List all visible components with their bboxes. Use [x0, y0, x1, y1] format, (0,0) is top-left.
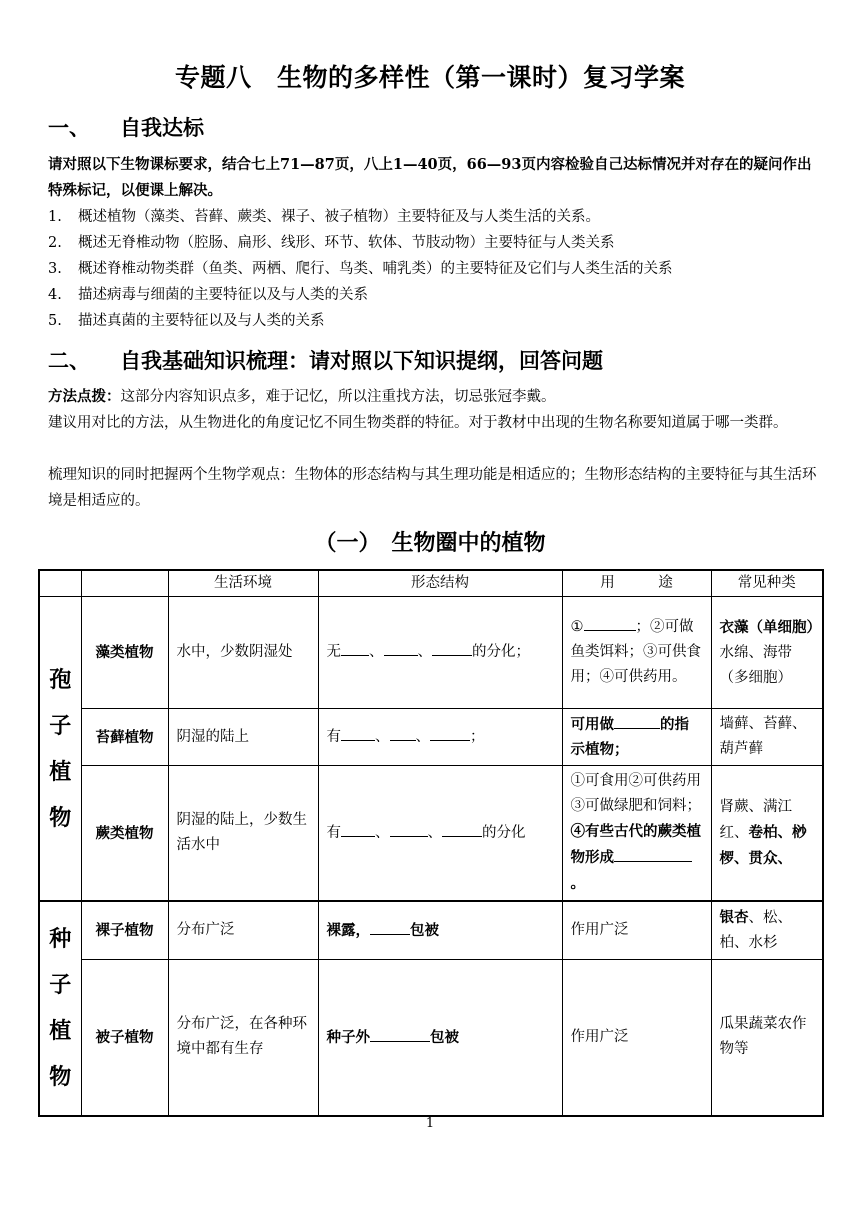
- group-seed-plants: 种 子 植 物: [39, 901, 81, 1116]
- plants-table: [38, 569, 824, 1117]
- moss-structure: 有 、 、 ；: [318, 709, 562, 766]
- fill-blank[interactable]: [614, 713, 660, 729]
- fill-blank[interactable]: [614, 846, 692, 862]
- fern-env: 阴湿的陆上，少数生活水中: [168, 766, 318, 902]
- row-name-moss: 苔藓植物: [81, 709, 168, 766]
- fill-blank[interactable]: [432, 640, 472, 656]
- section-1-title: 自我达标: [120, 115, 204, 140]
- fill-blank[interactable]: [341, 640, 369, 656]
- section-2-heading: [48, 345, 603, 375]
- algae-env: 水中，少数阴湿处: [168, 597, 318, 709]
- section-2-title: 自我基础知识梳理：请对照以下知识提纲，回答问题: [120, 348, 603, 373]
- angiosperm-structure: 种子外 包被: [318, 960, 562, 1116]
- page-number: 1: [425, 1116, 435, 1131]
- gymnosperm-species: 银杏、松、柏、水杉: [711, 901, 823, 960]
- moss-species: 墙藓、苔藓、葫芦藓: [711, 709, 823, 766]
- row-name-fern: 蕨类植物: [81, 766, 168, 902]
- fill-blank[interactable]: [442, 821, 482, 837]
- fill-blank[interactable]: [370, 1026, 430, 1042]
- fill-blank[interactable]: [341, 725, 375, 741]
- fill-blank[interactable]: [384, 640, 418, 656]
- fill-blank[interactable]: [341, 821, 375, 837]
- header-structure: 形态结构: [318, 570, 562, 597]
- paragraph-suggestion: 建议用对比的方法，从生物进化的角度记忆不同生物类群的特征。对于教材中出现的生物名称要知道属于哪一类群。: [48, 415, 788, 431]
- row-name-gymnosperm: 裸子植物: [81, 901, 168, 960]
- header-cell-empty: [39, 570, 81, 597]
- method-tip-label: 方法点拨：: [48, 388, 121, 405]
- moss-env: 阴湿的陆上: [168, 709, 318, 766]
- list-item: 1. 概述植物（藻类、苔藓、蕨类、裸子、被子植物）主要特征及与人类生活的关系。: [48, 209, 600, 225]
- method-tip-text: 这部分内容知识点多，难于记忆，所以注重找方法，切忌张冠李戴。: [120, 389, 556, 405]
- table-row: [39, 597, 823, 709]
- fill-blank[interactable]: [584, 615, 636, 631]
- fern-structure: 有 、 、 的分化: [318, 766, 562, 902]
- method-tip: [48, 384, 818, 410]
- fill-blank[interactable]: [390, 821, 428, 837]
- angiosperm-species: 瓜果蔬菜农作物等: [711, 960, 823, 1116]
- section-1-heading: [48, 112, 204, 142]
- section-1-number: 一、: [48, 115, 90, 140]
- section-2-number: 二、: [48, 348, 90, 373]
- paragraph-viewpoints: 梳理知识的同时把握两个生物学观点：生物体的形态结构与其生理功能是相适应的；生物形态结构的主要特征与其生活环境是相适应的。: [48, 467, 817, 509]
- group-spore-plants: 孢 子 植 物: [39, 597, 81, 902]
- algae-use: ① ；②可做鱼类饵料；③可供食用；④可供药用。: [562, 597, 711, 709]
- moss-use: 可用做 的指示植物；: [562, 709, 711, 766]
- angiosperm-use: 作用广泛: [562, 960, 711, 1116]
- header-cell-empty: [81, 570, 168, 597]
- algae-structure: 无 、 、 的分化；: [318, 597, 562, 709]
- fern-species: 肾蕨、满江红、卷柏、桫椤、贯众、: [711, 766, 823, 902]
- fill-blank[interactable]: [370, 919, 410, 935]
- list-item: 5. 描述真菌的主要特征以及与人类的关系: [48, 313, 325, 329]
- table-header-row: [39, 570, 823, 597]
- gymnosperm-structure: 裸露， 包被: [318, 901, 562, 960]
- algae-species: 衣藻（单细胞）水绵、海带（多细胞）: [711, 597, 823, 709]
- angiosperm-env: 分布广泛，在各种环境中都有生存: [168, 960, 318, 1116]
- header-env: 生活环境: [168, 570, 318, 597]
- fill-blank[interactable]: [390, 725, 416, 741]
- table-row: [39, 709, 823, 766]
- table-row: [39, 960, 823, 1116]
- fern-use: ①可食用②可供药用③可做绿肥和饲料；④有些古代的蕨类植物形成。: [562, 766, 711, 902]
- list-item: 4. 描述病毒与细菌的主要特征以及与人类的关系: [48, 287, 368, 303]
- section-1-intro: 请对照以下生物课标要求，结合七上71—87页，八上1—40页，66—93页内容检验自己达标情况并对存在的疑问作出特殊标记，以便课上解决。: [48, 156, 812, 199]
- table-row: [39, 901, 823, 960]
- gymnosperm-use: 作用广泛: [562, 901, 711, 960]
- list-item: 3. 概述脊椎动物类群（鱼类、两栖、爬行、鸟类、哺乳类）的主要特征及它们与人类生活的关系: [48, 261, 673, 277]
- row-name-algae: 藻类植物: [81, 597, 168, 709]
- fill-blank[interactable]: [430, 725, 470, 741]
- subsection-title: （一） 生物圈中的植物: [314, 530, 546, 556]
- header-use: 用 途: [562, 570, 711, 597]
- row-name-angiosperm: 被子植物: [81, 960, 168, 1116]
- header-species: 常见种类: [711, 570, 823, 597]
- page-title: 专题八 生物的多样性（第一课时）复习学案: [174, 63, 685, 92]
- list-item: 2. 概述无脊椎动物（腔肠、扁形、线形、环节、软体、节肢动物）主要特征与人类关系: [48, 235, 615, 251]
- table-row: [39, 766, 823, 902]
- gymnosperm-env: 分布广泛: [168, 901, 318, 960]
